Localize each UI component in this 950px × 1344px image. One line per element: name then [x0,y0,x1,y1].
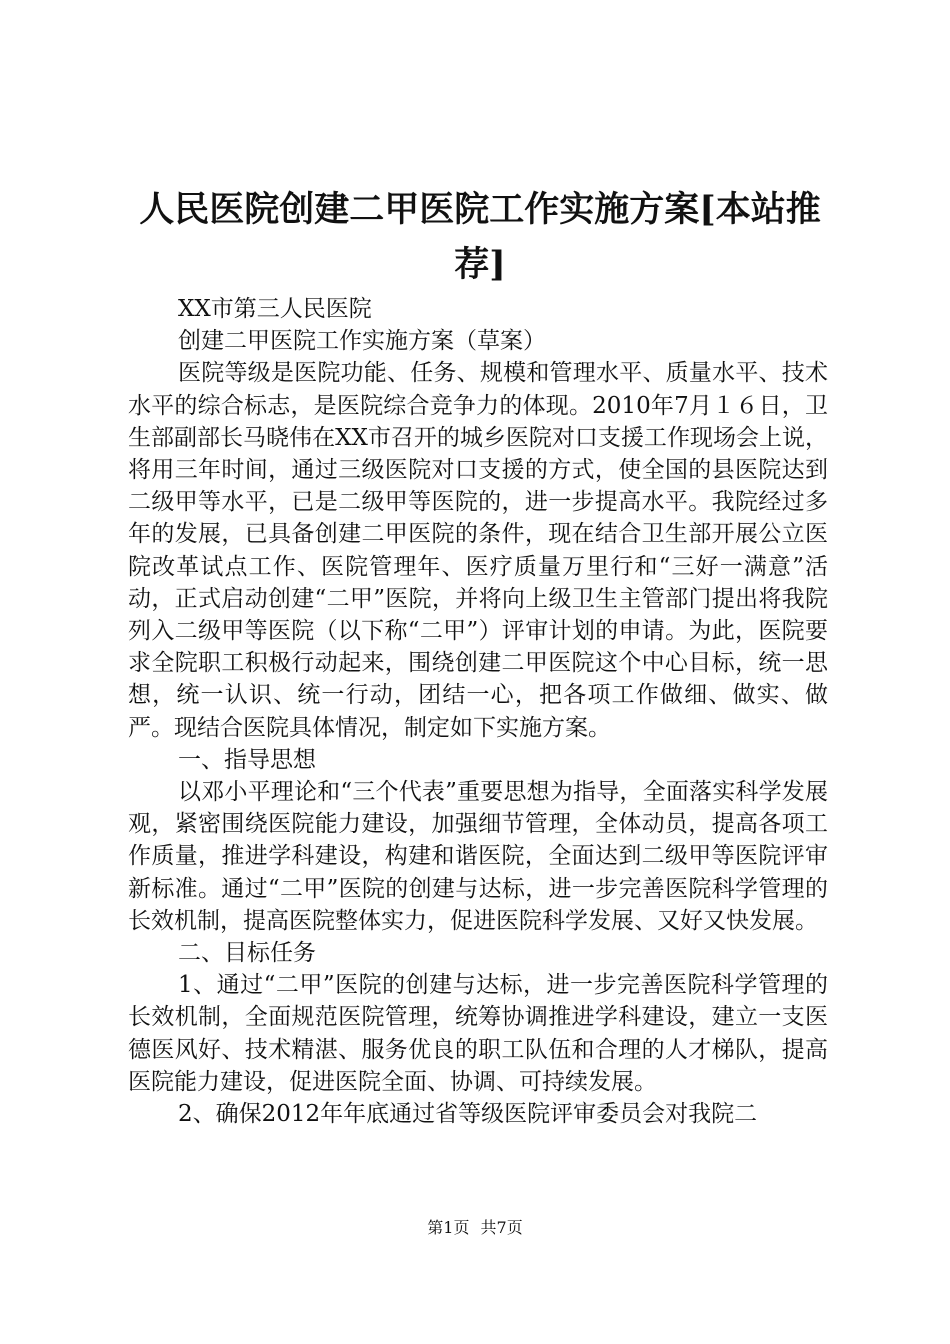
hospital-name-line: XX市第三人民医院 [178,296,372,322]
goal-item-2: 2、确保2012年年底通过省等级医院评审委员会对我院二 [178,1101,758,1128]
guiding-thought-paragraph: 以邓小平理论和“三个代表”重要思想为指导，全面落实科学发展观，紧密围绕医院能力建设，加强细节管理，全体动员，提高各项工作质量，推进学科建设，构建和谐医院，全面达到二级甲等医院评审新标准。通过“二甲”医院的创建与达标，进一步完善医院科学管理的长效机制，提高医院整体实力，促进医院科学发展、又好又快发展。 [128,779,828,934]
section-heading-goals: 二、目标任务 [178,940,316,967]
document-body [128,293,828,1130]
intro-paragraph: 医院等级是医院功能、任务、规模和管理水平、质量水平、技术水平的综合标志，是医院综合竞争力的体现。2010年7月１６日，卫生部副部长马晓伟在XX市召开的城乡医院对口支援工作现场会上说，将用三年时间，通过三级医院对口支援的方式，使全国的县医院达到二级甲等水平，已是二级甲等医院的，进一步提高水平。我院经过多年的发展，已具备创建二甲医院的条件，现在结合卫生部开展公立医院改革试点工作、医院管理年、医疗质量万里行和“三好一满意”活动，正式启动创建“二甲”医院，并将向上级卫生主管部门提出将我院列入二级甲等医院（以下称“二甲”）评审计划的申请。为此，医院要求全院职工积极行动起来，围绕创建二甲医院这个中心目标，统一思想，统一认识、统一行动，团结一心，把各项工作做细、做实、做严。现结合医院具体情况，制定如下实施方案。 [128,360,828,741]
document-title: 人民医院创建二甲医院工作实施方案[本站推荐] [139,189,821,285]
section-heading-guiding-thought: 一、指导思想 [178,746,316,773]
goal-item-1: 1、通过“二甲”医院的创建与达标，进一步完善医院科学管理的长效机制，全面规范医院管理，统筹协调推进学科建设，建立一支医德医风好、技术精湛、服务优良的职工队伍和合理的人才梯队，提高医院能力建设，促进医院全面、协调、可持续发展。 [128,972,828,1095]
page-footer [0,1215,950,1238]
page-number: 第1页 [427,1218,470,1237]
plan-subtitle-line: 创建二甲医院工作实施方案（草案） [178,328,546,355]
page-total: 共7页 [480,1218,523,1237]
